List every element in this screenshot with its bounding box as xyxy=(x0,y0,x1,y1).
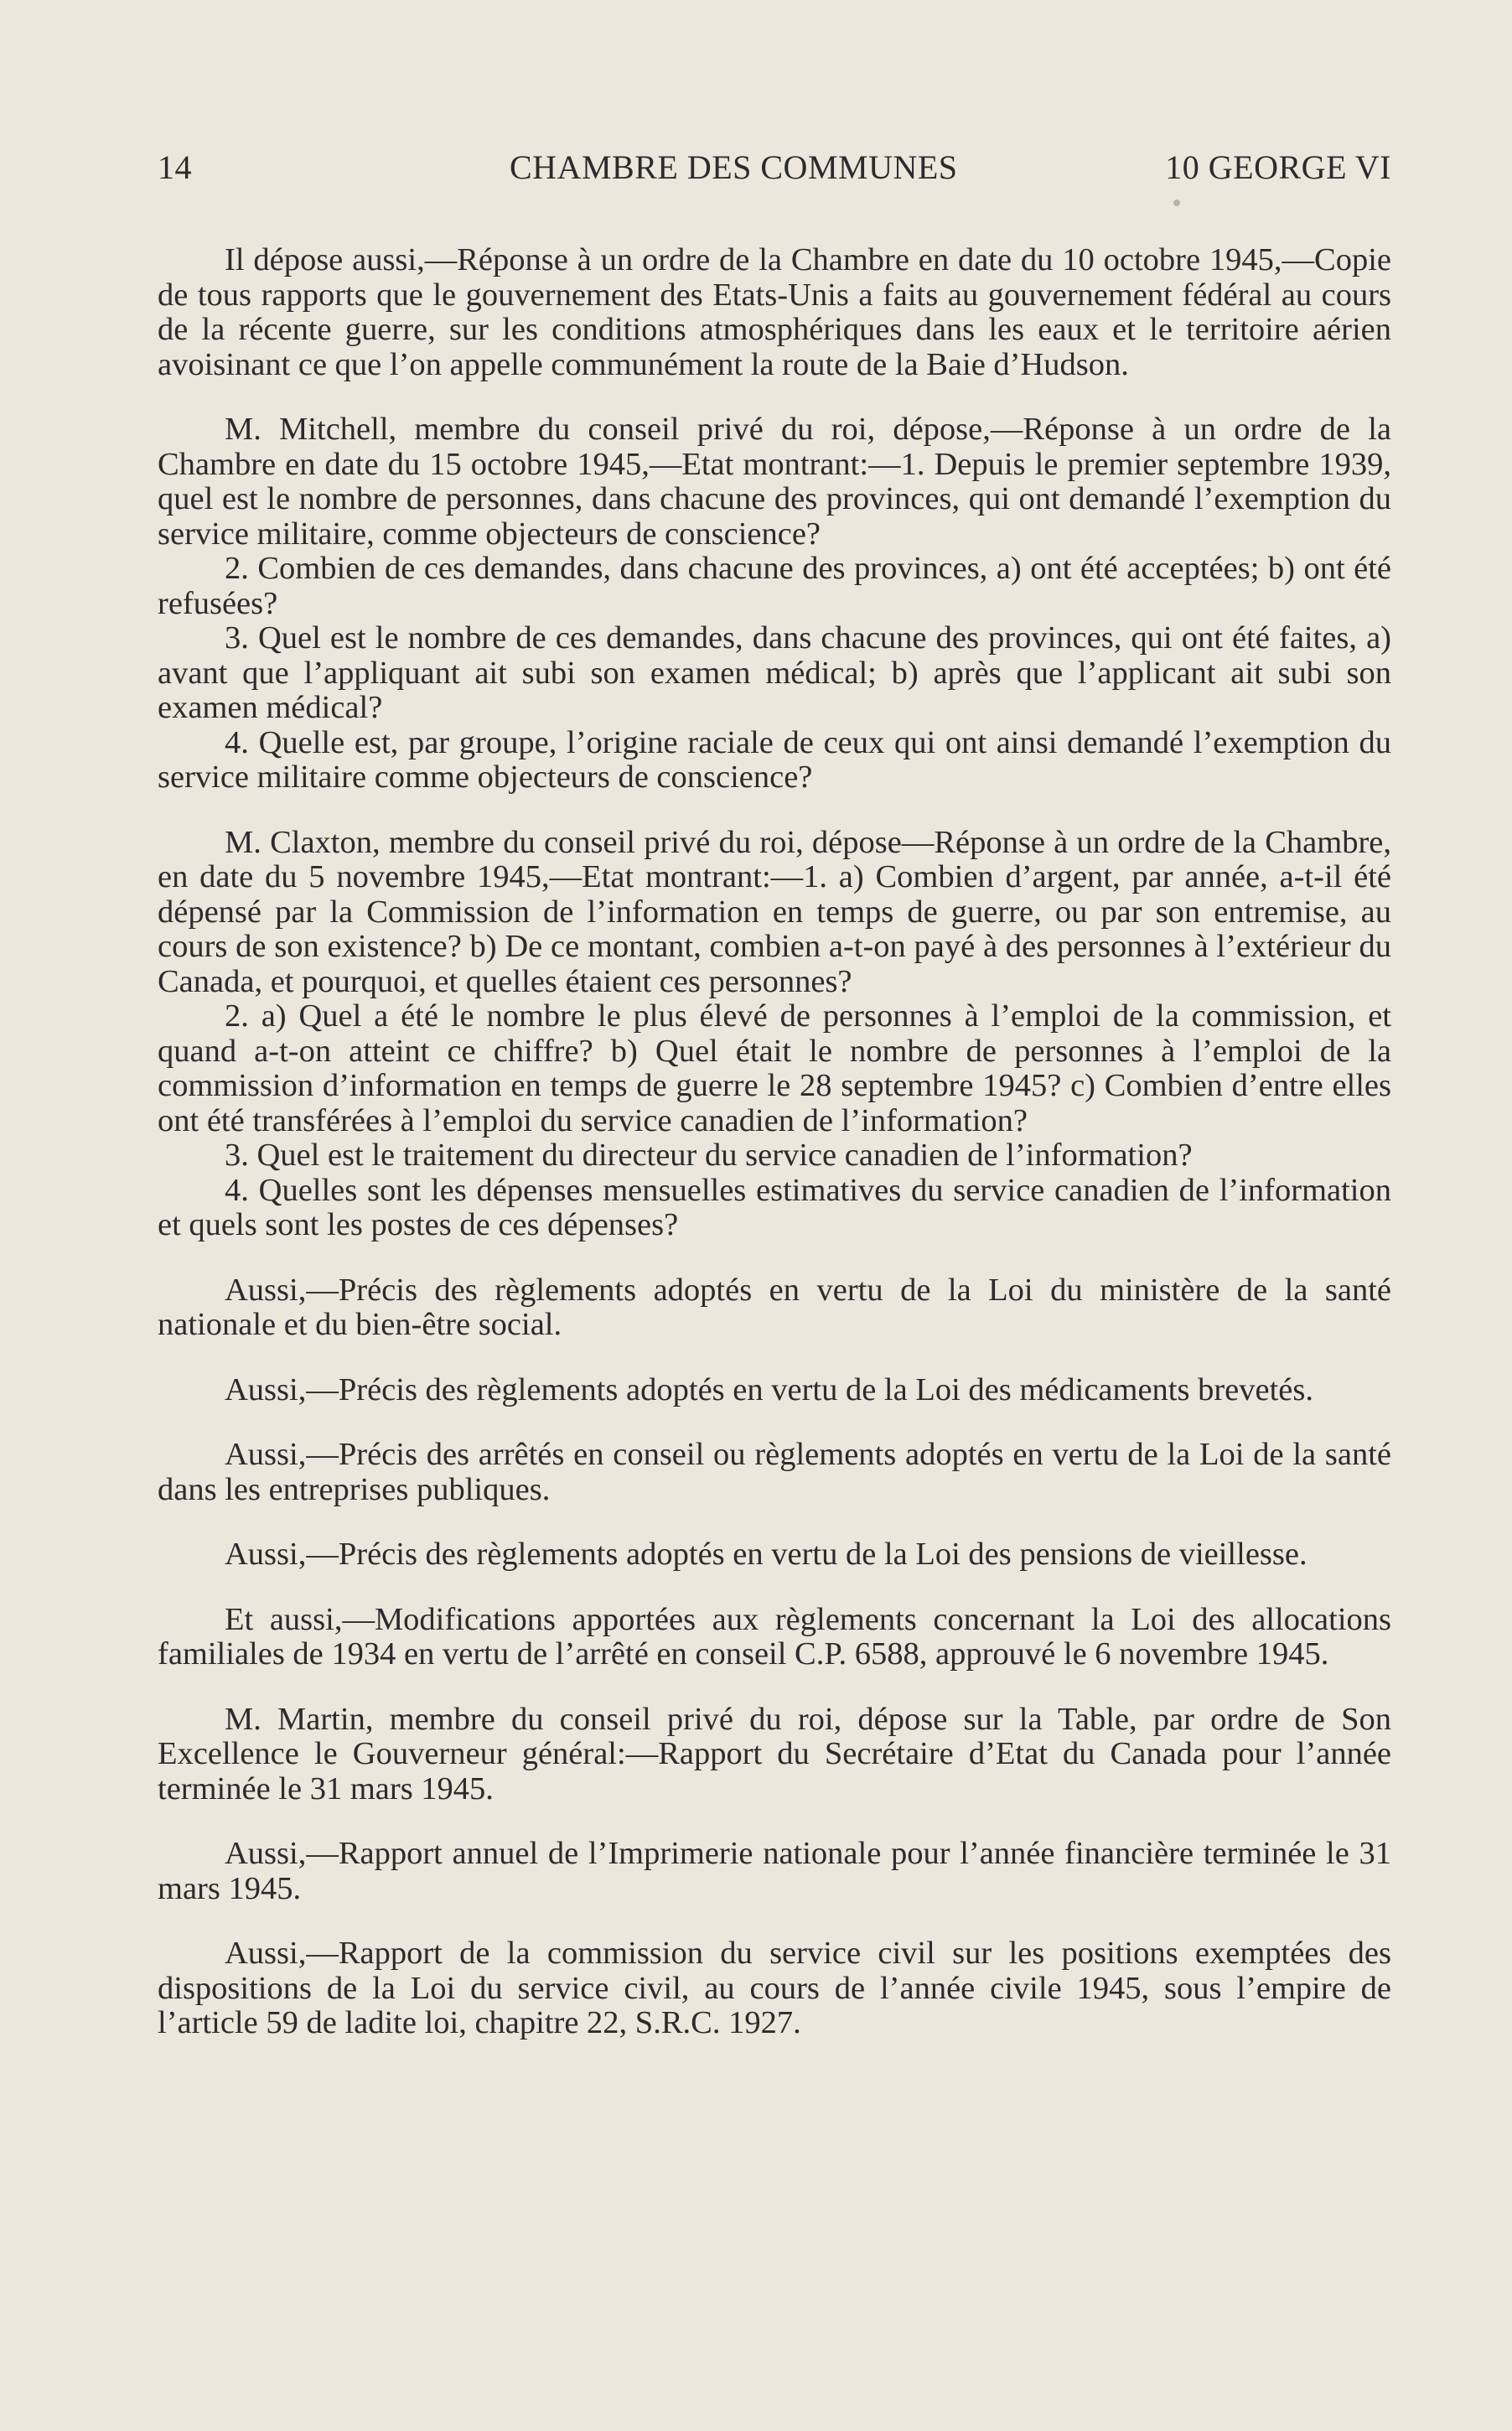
paragraph: 4. Quelles sont les dépenses mensuelles estimatives du service canadien de l’information et quels sont les postes de ces dépenses? xyxy=(158,1172,1391,1242)
paragraph: 3. Quel est le nombre de ces demandes, dans chacune des provinces, qui ont été faites, a) avant que l’appliquant ait subi son examen médical; b) après que l’applicant ait subi son examen médical? xyxy=(158,620,1391,725)
paragraph: 2. Combien de ces demandes, dans chacune des provinces, a) ont été acceptées; b) ont été refusées? xyxy=(158,551,1391,621)
running-title: CHAMBRE DES COMMUNES xyxy=(510,148,958,186)
paragraph: Aussi,—Rapport annuel de l’Imprimerie nationale pour l’année financière terminée le 31 mars 1945. xyxy=(158,1836,1391,1906)
paragraph: Aussi,—Précis des règlements adoptés en vertu de la Loi des médicaments brevetés. xyxy=(225,1371,1313,1407)
paragraph: M. Mitchell, membre du conseil privé du roi, dépose,—Réponse à un ordre de la Chambre en date du 15 octobre 1945,—Etat montrant:—1. Depuis le premier septembre 1939, quel est le nombre de personnes, dans chacune des provinces, qui ont demandé l’exemption du service militaire, comme objecteurs de conscience? xyxy=(158,412,1391,552)
paragraph: 2. a) Quel a été le nombre le plus élevé de personnes à l’emploi de la commission, et quand a-t-on atteint ce chiffre? b) Quel était le nombre de personnes à l’emploi de la commission d’information en temps de guerre le 28 septembre 1945? c) Combien d’entre elles ont été transférées à l’emploi du service canadien de l’information? xyxy=(158,998,1391,1138)
page-header xyxy=(158,148,1391,198)
paragraph: 3. Quel est le traitement du directeur du service canadien de l’information? xyxy=(225,1138,1193,1173)
body-text xyxy=(158,243,1391,2041)
page-number: 14 xyxy=(158,148,192,186)
paragraph: Aussi,—Rapport de la commission du service civil sur les positions exemptées des dispositions de la Loi du service civil, au cours de l’année civile 1945, sous l’empire de l’article 59 de ladite loi, chapitre 22, S.R.C. 1927. xyxy=(158,1936,1391,2040)
paragraph: Et aussi,—Modifications apportées aux règlements concernant la Loi des allocations familiales de 1934 en vertu de l’arrêté en conseil C.P. 6588, approuvé le 6 novembre 1945. xyxy=(158,1601,1391,1672)
paragraph: Aussi,—Précis des règlements adoptés en vertu de la Loi des pensions de vieillesse. xyxy=(225,1537,1307,1572)
paragraph: Il dépose aussi,—Réponse à un ordre de la Chambre en date du 10 octobre 1945,—Copie de tous rapports que le gouvernement des Etats-Unis a faits au gouvernement fédéral au cours de la récente guerre, sur les conditions atmosphériques dans les eaux et le territoire aérien avoisinant ce que l’on appelle communément la route de la Baie d’Hudson. xyxy=(158,242,1391,382)
paragraph: Aussi,—Précis des règlements adoptés en vertu de la Loi du ministère de la santé nationale et du bien-être social. xyxy=(158,1272,1391,1342)
paragraph: M. Claxton, membre du conseil privé du roi, dépose—Réponse à un ordre de la Chambre, en date du 5 novembre 1945,—Etat montrant:—1. a) Combien d’argent, par année, a-t-il été dépensé par la Commission de l’information en temps de guerre, ou par son entremise, au cours de son existence? b) De ce montant, combien a-t-on payé à des personnes à l’extérieur du Canada, et pourquoi, et quelles étaient ces personnes? xyxy=(158,824,1391,999)
session-label: 10 GEORGE VI xyxy=(1165,148,1391,186)
printing-speck xyxy=(1173,200,1180,206)
paragraph: M. Martin, membre du conseil privé du roi, dépose sur la Table, par ordre de Son Excellence le Gouverneur général:—Rapport du Secrétaire d’Etat du Canada pour l’année terminée le 31 mars 1945. xyxy=(158,1701,1391,1806)
paragraph: 4. Quelle est, par groupe, l’origine raciale de ceux qui ont ainsi demandé l’exemption du service militaire comme objecteurs de conscience? xyxy=(158,724,1391,795)
paragraph: Aussi,—Précis des arrêtés en conseil ou règlements adoptés en vertu de la Loi de la santé dans les entreprises publiques. xyxy=(158,1437,1391,1507)
